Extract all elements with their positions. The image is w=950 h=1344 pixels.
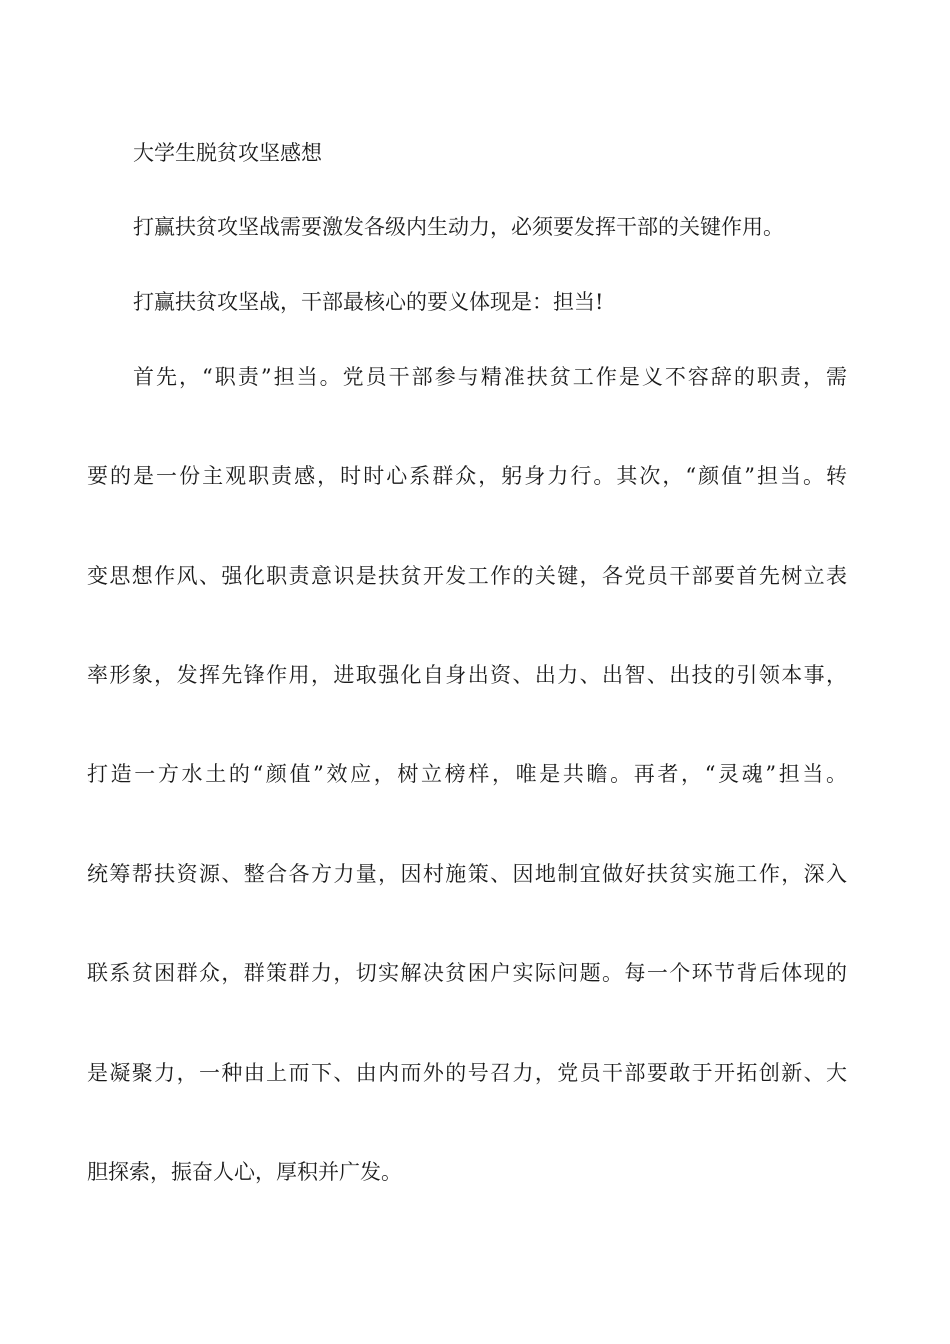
paragraph-2: 打赢扶贫攻坚战，干部最核心的要义体现是：担当! [133,290,604,314]
paragraph-3-line-9: 胆探索，振奋人心，厚积并广发。 [87,1160,402,1184]
paragraph-3-line-5: 打造一方水土的“颜值”效应，树立榜样，唯是共瞻。再者，“灵魂”担当。 [87,762,847,786]
document-title: 大学生脱贫攻坚感想 [133,141,322,165]
paragraph-3-line-2: 要的是一份主观职责感，时时心系群众，躬身力行。其次，“颜值”担当。转 [87,464,847,488]
paragraph-3-line-3: 变思想作风、强化职责意识是扶贫开发工作的关键，各党员干部要首先树立表 [87,564,847,588]
paragraph-3-line-4: 率形象，发挥先锋作用，进取强化自身出资、出力、出智、出技的引领本事， [87,663,847,687]
paragraph-1: 打赢扶贫攻坚战需要激发各级内生动力，必须要发挥干部的关键作用。 [133,215,784,239]
paragraph-3-line-8: 是凝聚力，一种由上而下、由内而外的号召力，党员干部要敢于开拓创新、大 [87,1061,847,1085]
paragraph-3-line-7: 联系贫困群众，群策群力，切实解决贫困户实际问题。每一个环节背后体现的 [87,961,847,985]
paragraph-3-line-6: 统筹帮扶资源、整合各方力量，因村施策、因地制宜做好扶贫实施工作，深入 [87,862,847,886]
paragraph-3-line-1: 首先，“职责”担当。党员干部参与精准扶贫工作是义不容辞的职责，需 [133,365,847,389]
